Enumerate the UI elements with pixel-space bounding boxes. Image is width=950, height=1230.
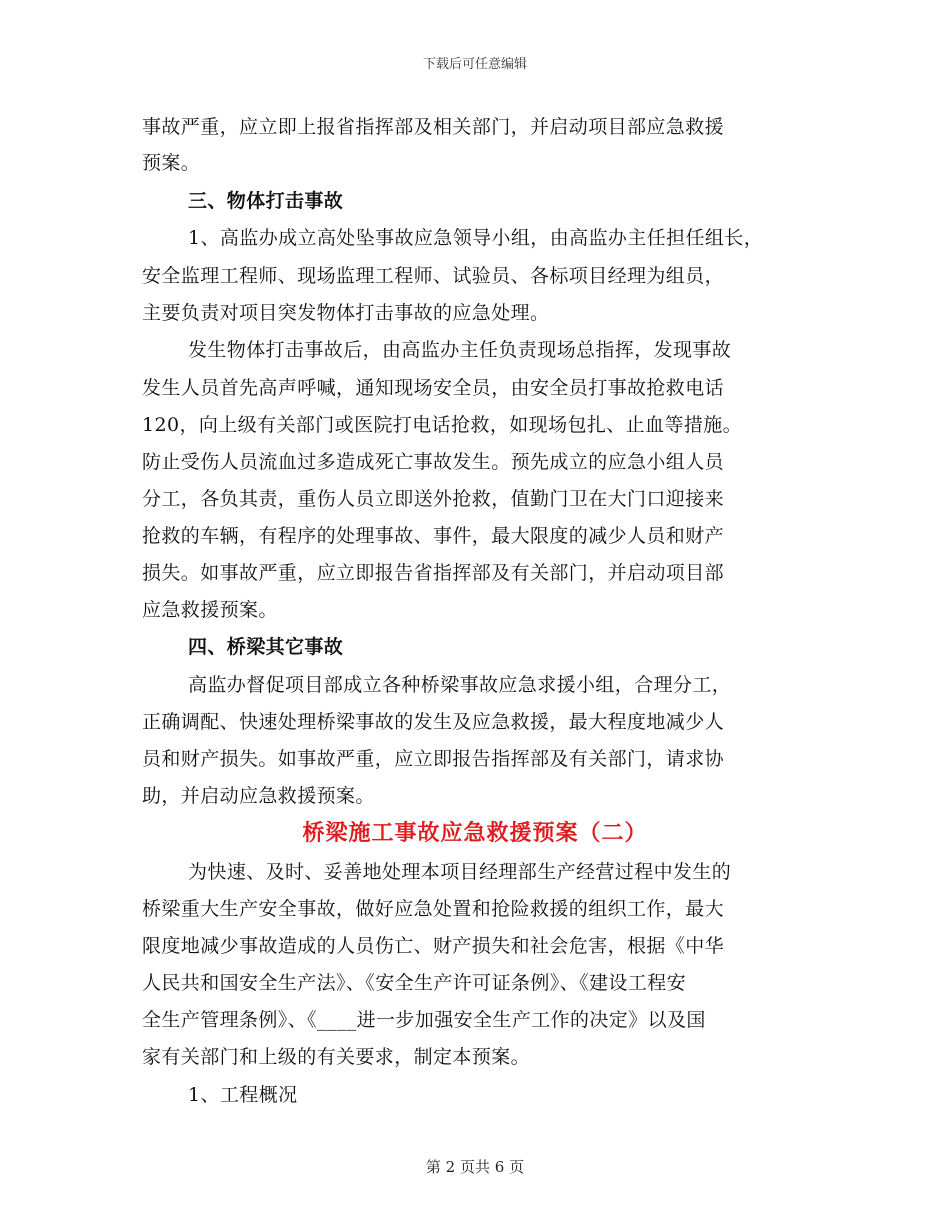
paragraph-line: 防止受伤人员流血过多造成死亡事故发生。预先成立的应急小组人员 — [142, 451, 725, 473]
document-title: 桥梁施工事故应急救援预案（二） — [302, 820, 648, 846]
page-footer: 第 2 页共 6 页 — [425, 1158, 525, 1176]
paragraph-line: 分工，各负其责，重伤人员立即送外抢救，值勤门卫在大门口迎接来 — [142, 488, 725, 510]
paragraph-line: 1、工程概况 — [188, 1084, 298, 1106]
paragraph-line: 应急救援预案。 — [142, 599, 278, 621]
paragraph-line: 损失。如事故严重，应立即报告省指挥部及有关部门，并启动项目部 — [142, 562, 725, 584]
paragraph-line: 正确调配、快速处理桥梁事故的发生及应急救援，最大程度地减少人 — [142, 711, 725, 733]
paragraph-line: 助，并启动应急救援预案。 — [142, 785, 375, 807]
paragraph-line: 事故严重，应立即上报省指挥部及相关部门，并启动项目部应急救援 — [142, 116, 725, 138]
paragraph-line: 高监办督促项目部成立各种桥梁事故应急求援小组，合理分工， — [188, 674, 732, 696]
paragraph-line: 家有关部门和上级的有关要求，制定本预案。 — [142, 1046, 531, 1068]
section-heading: 三、物体打击事故 — [188, 190, 344, 212]
paragraph-line: 预案。 — [142, 152, 201, 174]
paragraph-line: 员和财产损失。如事故严重，应立即报告指挥部及有关部门，请求协 — [142, 748, 725, 770]
paragraph-line: 全生产管理条例》、《____进一步加强安全生产工作的决定》以及国 — [142, 1009, 706, 1031]
paragraph-line: 发生物体打击事故后，由高监办主任负责现场总指挥，发现事故 — [188, 339, 732, 361]
paragraph-line: 为快速、及时、妥善地处理本项目经理部生产经营过程中发生的 — [188, 861, 732, 883]
paragraph-line: 发生人员首先高声呼喊，通知现场安全员，由安全员打事故抢救电话 — [142, 377, 725, 399]
paragraph-line: 限度地减少事故造成的人员伤亡、财产损失和社会危害，根据《中华 — [142, 935, 725, 957]
paragraph-line: 桥梁重大生产安全事故，做好应急处置和抢险救援的组织工作，最大 — [142, 898, 725, 920]
page-header: 下载后可任意编辑 — [422, 57, 527, 72]
paragraph-line: 抢救的车辆，有程序的处理事故、事件，最大限度的减少人员和财产 — [142, 525, 725, 547]
paragraph-line: 1、高监办成立高处坠事故应急领导小组，由高监办主任担任组长， — [188, 227, 764, 249]
paragraph-line: 安全监理工程师、现场监理工程师、试验员、各标项目经理为组员， — [142, 265, 725, 287]
section-heading: 四、桥梁其它事故 — [188, 636, 344, 658]
paragraph-line: 120，向上级有关部门或医院打电话抢救，如现场包扎、止血等措施。 — [142, 414, 743, 436]
paragraph-line: 主要负责对项目突发物体打击事故的应急处理。 — [142, 302, 550, 324]
paragraph-line: 人民共和国安全生产法》、《安全生产许可证条例》、《建设工程安 — [142, 972, 687, 994]
